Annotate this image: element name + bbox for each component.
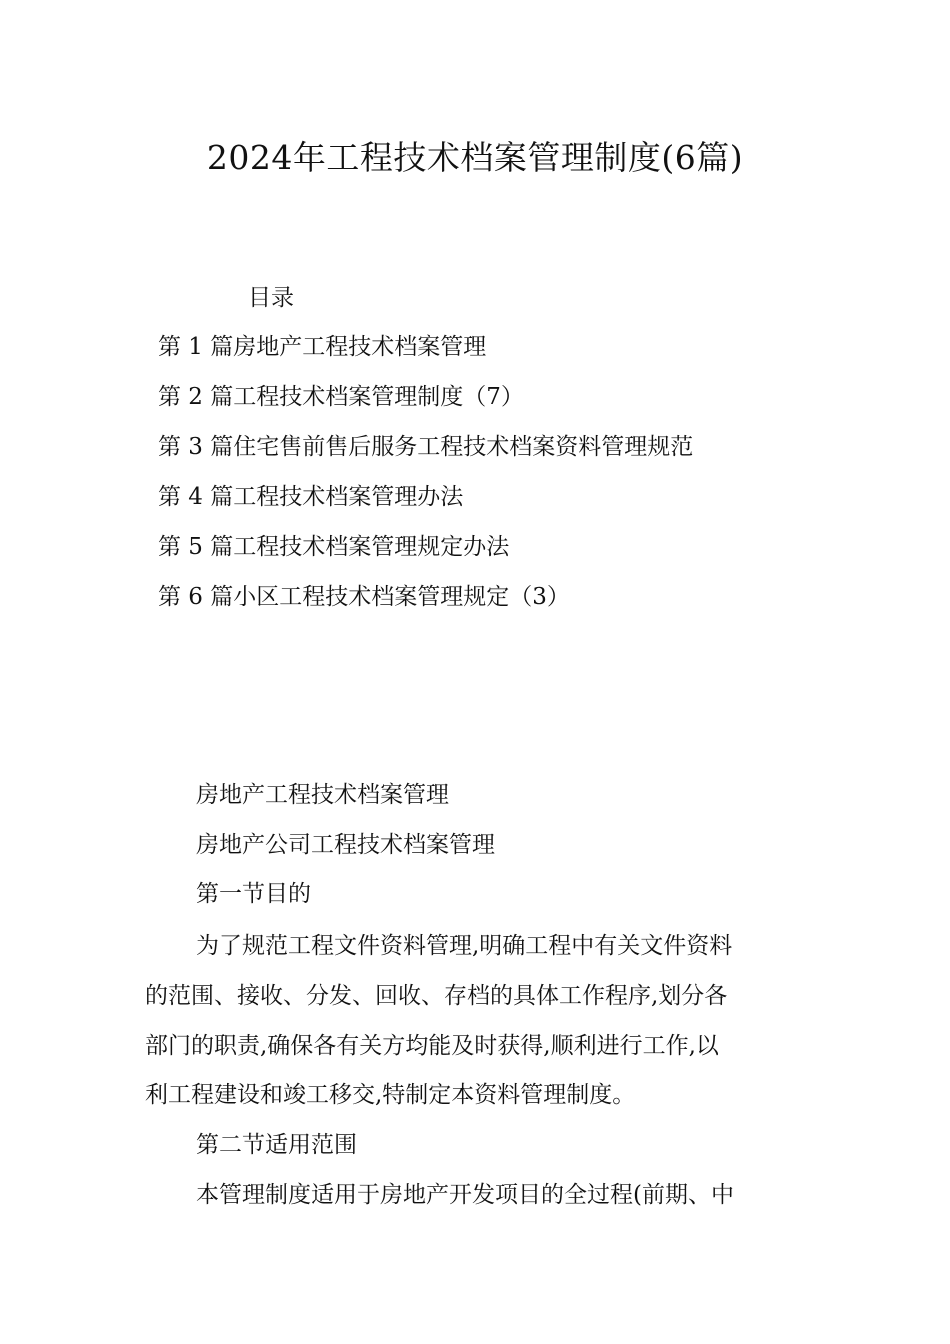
toc-item: 第 3 篇住宅售前售后服务工程技术档案资料管理规范 xyxy=(158,434,694,460)
toc-item: 第 4 篇工程技术档案管理办法 xyxy=(158,484,464,510)
paragraph-line: 利工程建设和竣工移交,特制定本资料管理制度。 xyxy=(145,1082,636,1108)
section-title: 房地产工程技术档案管理 xyxy=(196,782,449,808)
section-heading-scope: 第二节适用范围 xyxy=(196,1132,357,1158)
paragraph-line: 为了规范工程文件资料管理,明确工程中有关文件资料 xyxy=(196,933,733,959)
toc-item: 第 6 篇小区工程技术档案管理规定（3） xyxy=(158,584,570,610)
paragraph-line: 的范围、接收、分发、回收、存档的具体工作程序,划分各 xyxy=(145,983,728,1009)
section-subtitle: 房地产公司工程技术档案管理 xyxy=(196,832,495,858)
toc-heading: 目录 xyxy=(248,285,294,311)
paragraph-line: 本管理制度适用于房地产开发项目的全过程(前期、中 xyxy=(196,1182,734,1208)
toc-item: 第 2 篇工程技术档案管理制度（7） xyxy=(158,384,524,410)
table-of-contents xyxy=(158,331,693,631)
toc-item: 第 5 篇工程技术档案管理规定办法 xyxy=(158,534,510,560)
toc-item: 第 1 篇房地产工程技术档案管理 xyxy=(158,334,487,360)
section-heading-purpose: 第一节目的 xyxy=(196,881,311,907)
paragraph-line: 部门的职责,确保各有关方均能及时获得,顺利进行工作,以 xyxy=(145,1033,719,1059)
document-title: 2024年工程技术档案管理制度(6篇) xyxy=(206,138,744,177)
